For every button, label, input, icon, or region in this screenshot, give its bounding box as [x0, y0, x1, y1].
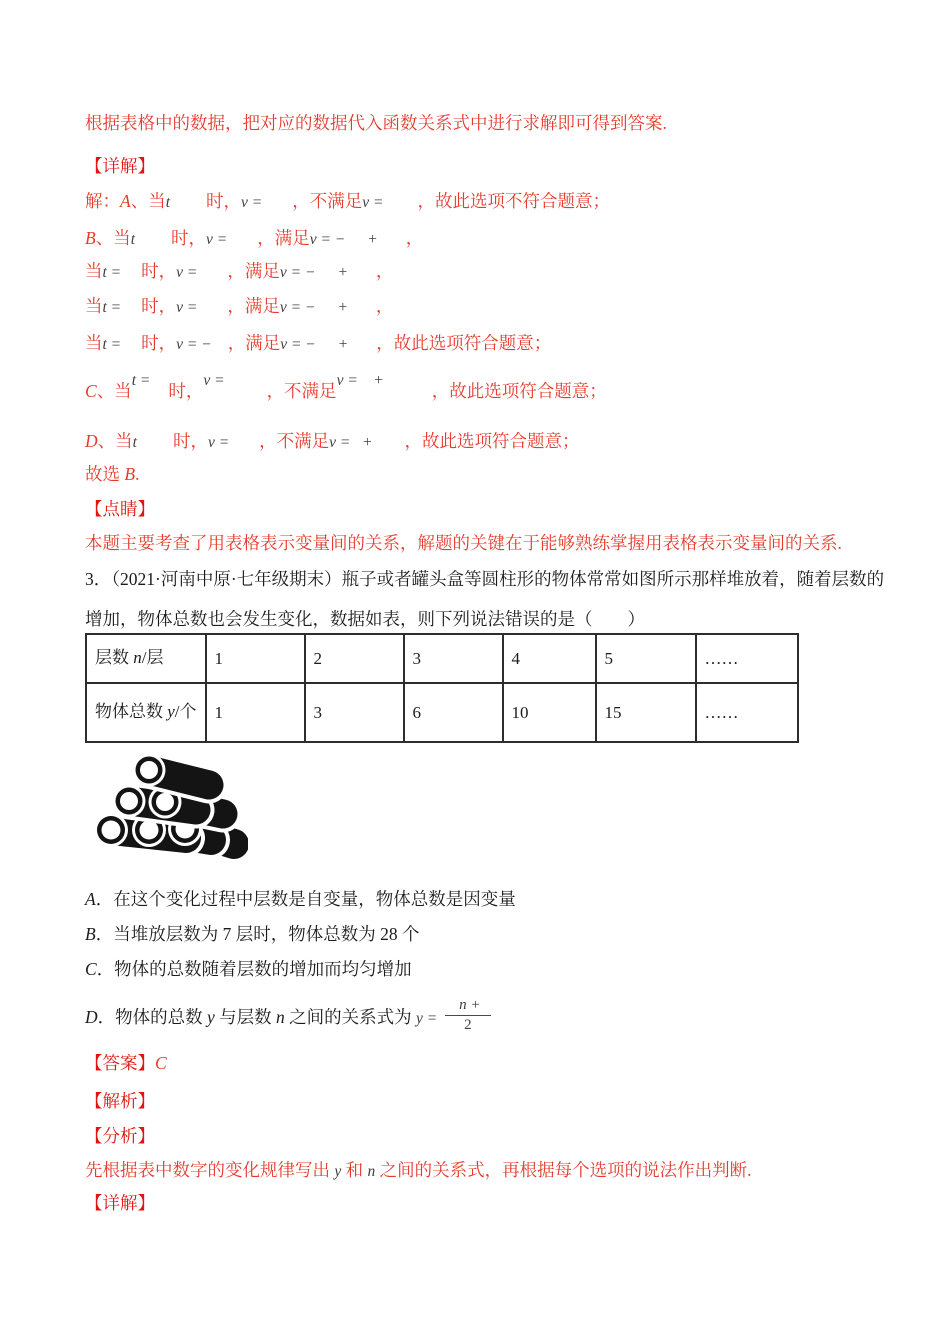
- table-cell: ……: [696, 683, 798, 742]
- option-b: B．当堆放层数为 7 层时，物体总数为 28 个: [85, 924, 420, 944]
- stacked-cylinders-icon: [96, 750, 248, 862]
- table-cell: 2: [305, 634, 404, 683]
- table-cell: 15: [596, 683, 696, 742]
- table-cell: 1: [206, 683, 305, 742]
- prev-analysis-text: 根据表格中的数据，把对应的数据代入函数关系式中进行求解即可得到答案.: [85, 113, 667, 133]
- answer-line: 【答案】C: [85, 1053, 167, 1073]
- stacked-cylinders-image: [96, 750, 248, 867]
- solution-line: 当t = 时，v = ，满足v = − + ，: [85, 261, 394, 281]
- table-cell: 3: [305, 683, 404, 742]
- table-cell: 1: [206, 634, 305, 683]
- fenxi-header: 【分析】: [85, 1126, 155, 1146]
- solution-line: 解：A、当t 时，v = ，不满足v = ，故此选项不符合题意；: [85, 191, 610, 211]
- solution-line: D、当t 时，v = ，不满足v = + ，故此选项符合题意；: [85, 431, 580, 451]
- table-cell: 6: [404, 683, 503, 742]
- option-c: C．物体的总数随着层数的增加而均匀增加: [85, 959, 412, 979]
- row-header-layers: 层数 n/层: [86, 634, 206, 683]
- detail-header: 【详解】: [85, 156, 155, 176]
- solution-conclusion: 故选 B.: [85, 464, 140, 484]
- table-cell: 10: [503, 683, 596, 742]
- solution-line: C、当t =时，v =，不满足v = +，故此选项符合题意；: [85, 372, 607, 401]
- note-text: 本题主要考查了用表格表示变量间的关系，解题的关键在于能够熟练掌握用表格表示变量间的关系.: [85, 533, 842, 553]
- solution-line: 当t = 时，v = ，满足v = − + ，: [85, 296, 394, 316]
- table-row: [86, 634, 798, 683]
- jiexi-header: 【解析】: [85, 1091, 155, 1111]
- row-header-total: 物体总数 y/个: [86, 683, 206, 742]
- option-a: A．在这个变化过程中层数是自变量，物体总数是因变量: [85, 889, 516, 909]
- table-cell: ……: [696, 634, 798, 683]
- table-cell: 4: [503, 634, 596, 683]
- table-cell: 3: [404, 634, 503, 683]
- option-d: D．物体的总数 y 与层数 n 之间的关系式为 y = $\frac{n +}{2}$: [85, 1000, 491, 1038]
- question-stem-line2: 增加，物体总数也会发生变化，数据如表，则下列说法错误的是（ ）: [85, 609, 645, 629]
- question-stem-line1: 3．（2021·河南中原·七年级期末）瓶子或者罐头盒等圆柱形的物体常常如图所示那样堆放着，随着层数的: [85, 569, 885, 589]
- solution-line: B、当t 时，v = ，满足v = − + ，: [85, 228, 424, 248]
- detail-header-2: 【详解】: [85, 1193, 155, 1213]
- table-cell: 5: [596, 634, 696, 683]
- variables-table: [85, 633, 799, 743]
- solution-line: 当t = 时，v = − ，满足v = − + ，故此选项符合题意；: [85, 333, 552, 353]
- analysis-line: 先根据表中数字的变化规律写出 y 和 n 之间的关系式，再根据每个选项的说法作出判断.: [85, 1160, 752, 1180]
- note-header: 【点睛】: [85, 499, 155, 519]
- table-row: [86, 683, 798, 742]
